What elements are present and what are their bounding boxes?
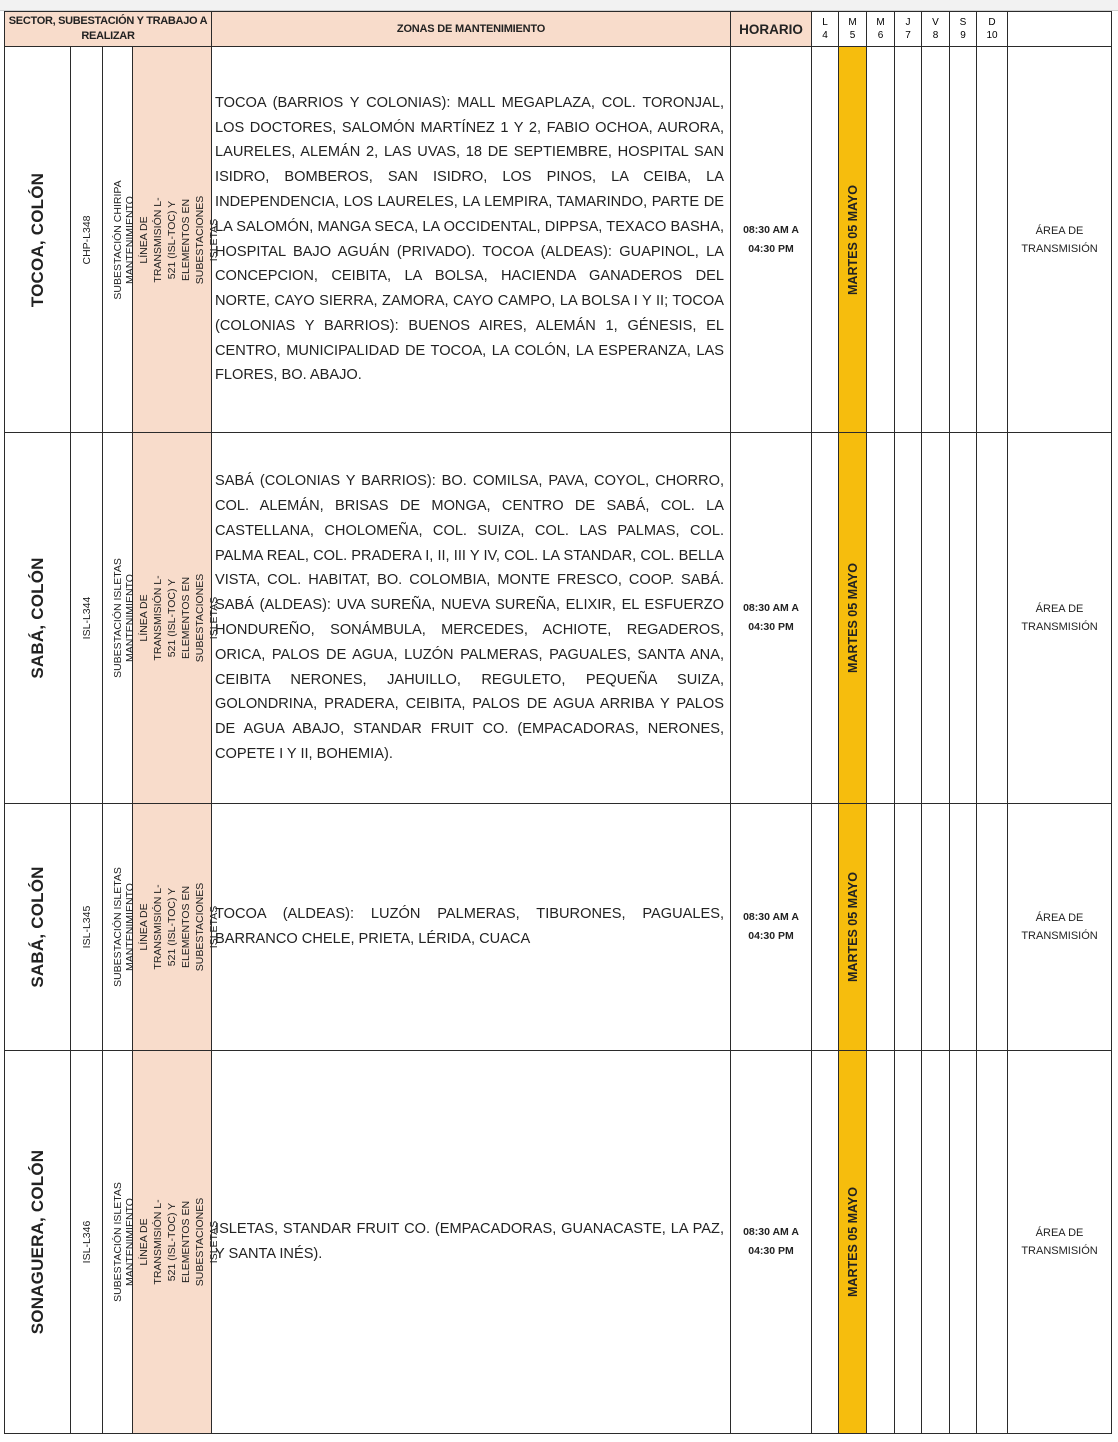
day-cell-mon bbox=[812, 804, 839, 1051]
header-day-thu bbox=[895, 12, 922, 47]
area-cell bbox=[1008, 804, 1112, 1051]
sector-name: SONAGUERA, COLÓN bbox=[27, 1149, 47, 1335]
area-line: ÁREA DE bbox=[1035, 912, 1084, 924]
day-cell-sun bbox=[977, 47, 1008, 433]
sector-name: SABÁ, COLÓN bbox=[27, 866, 47, 988]
day-cell-sat bbox=[950, 804, 977, 1051]
top-strip bbox=[0, 0, 1118, 11]
header-day-mon bbox=[812, 12, 839, 47]
day-cell-thu bbox=[895, 433, 922, 804]
sector-name: SABÁ, COLÓN bbox=[27, 557, 47, 679]
day-cell-mon bbox=[812, 433, 839, 804]
zones-cell bbox=[212, 47, 731, 433]
area-cell bbox=[1008, 433, 1112, 804]
day-number: 7 bbox=[905, 30, 911, 41]
zones-cell bbox=[212, 804, 731, 1051]
header-day-tue bbox=[839, 12, 867, 47]
day-cell-thu bbox=[895, 804, 922, 1051]
work-description bbox=[123, 1198, 221, 1287]
work-line: ELEMENTOS EN SUBESTACIONES ISLETAS bbox=[180, 1197, 220, 1287]
header-horario: HORARIO bbox=[731, 12, 812, 47]
day-cell-tue bbox=[839, 47, 867, 433]
day-cell-sun bbox=[977, 433, 1008, 804]
maintenance-schedule-table bbox=[4, 11, 1112, 1434]
day-cell-thu bbox=[895, 47, 922, 433]
area-cell bbox=[1008, 47, 1112, 433]
area-line: ÁREA DE bbox=[1035, 1227, 1084, 1239]
day-cell-sat bbox=[950, 433, 977, 804]
day-letter: V bbox=[932, 17, 939, 28]
day-cell-tue bbox=[839, 804, 867, 1051]
day-cell-wed bbox=[867, 804, 895, 1051]
circuit-code: ISL-L346 bbox=[80, 1220, 93, 1264]
schedule-row bbox=[5, 433, 1112, 804]
time-start: 08:30 AM A bbox=[743, 223, 799, 236]
sector-name: TOCOA, COLÓN bbox=[27, 172, 47, 307]
work-description bbox=[123, 195, 221, 284]
header-sector bbox=[5, 12, 212, 47]
day-letter: D bbox=[988, 17, 996, 28]
day-letter: J bbox=[905, 17, 911, 28]
work-description bbox=[123, 574, 221, 663]
area-line: TRANSMISIÓN bbox=[1021, 1245, 1098, 1257]
substation-name: SUBESTACIÓN ISLETAS bbox=[111, 558, 124, 678]
work-cell bbox=[124, 47, 220, 433]
time-start: 08:30 AM A bbox=[743, 602, 799, 614]
work-line: MANTENIMIENTO LÍNEA DE TRANSMISIÓN L-521 (ISL-TOC) Y bbox=[124, 195, 178, 284]
work-cell bbox=[124, 1051, 220, 1434]
day-cell-sat bbox=[950, 1051, 977, 1434]
header-day-wed bbox=[867, 12, 895, 47]
time-cell bbox=[731, 804, 812, 1051]
area-cell bbox=[1008, 1051, 1112, 1434]
circuit-cell bbox=[71, 1051, 103, 1434]
circuit-code: CHP-L348 bbox=[80, 214, 93, 265]
zones-text: ISLETAS, STANDAR FRUIT CO. (EMPACADORAS, GUANACASTE, LA PAZ, Y SANTA INÉS). bbox=[215, 1221, 725, 1262]
day-cell-mon bbox=[812, 47, 839, 433]
day-cell-wed bbox=[867, 47, 895, 433]
day-cell-sat bbox=[950, 47, 977, 433]
day-number: 9 bbox=[960, 30, 966, 41]
area-line: ÁREA DE bbox=[1035, 603, 1084, 615]
header-sector-line1: SECTOR, SUBESTACIÓN Y TRABAJO A bbox=[8, 15, 208, 27]
day-cell-mon bbox=[812, 1051, 839, 1434]
work-line: ELEMENTOS EN SUBESTACIONES ISLETAS bbox=[180, 573, 220, 663]
circuit-cell bbox=[71, 804, 103, 1051]
day-cell-tue bbox=[839, 433, 867, 804]
zones-text: TOCOA (BARRIOS Y COLONIAS): MALL MEGAPLAZA, COL. TORONJAL, LOS DOCTORES, SALOMÓN MARTÍNEZ 1 Y 2, FABIO OCHOA, AURORA, LAURELES, ALEMÁN 2, LAS UVAS, 18 DE SEPTIEMBRE, HOSPITAL SAN ISIDRO, BOMBEROS, SAN ISIDRO, LOS PINOS, LA CEIBA, LA INDEPENDENCIA, LOS LAURELES, LA LEMPIRA, TAMARINDO, PARTE DE LA SALOMÓN, MANGA SECA, LA OCCIDENTAL, DIPPSA, TEXACO BASHA, HOSPITAL BAJO AGUÁN (PRIVADO). TOCOA (ALDEAS): GUAPINOL, LA CONCEPCION, CEIBITA, LA BOLSA, HACIENDA GANADEROS DEL NORTE, CAYO SIERRA, ZAMORA, CAYO CAMPO, LA BOLSA I Y II; TOCOA (COLONIAS Y BARRIOS): BUENOS AIRES, ALEMÁN 1, GÉNESIS, EL CENTRO, MUNICIPALIDAD DE TOCOA, LA COLÓN, LA ESPERANZA, LAS FLORES, BO. ABAJO. bbox=[215, 94, 725, 384]
sector-cell bbox=[5, 433, 71, 804]
substation-name: SUBESTACIÓN ISLETAS bbox=[111, 1182, 124, 1302]
zones-cell bbox=[212, 1051, 731, 1434]
work-cell bbox=[124, 433, 220, 804]
time-start: 08:30 AM A bbox=[743, 1226, 799, 1238]
area-line: ÁREA DE bbox=[1035, 224, 1084, 237]
substation-name: SUBESTACIÓN CHIRIPA bbox=[111, 179, 124, 300]
substation-name: SUBESTACIÓN ISLETAS bbox=[111, 867, 124, 987]
header-sector-line2: REALIZAR bbox=[81, 30, 135, 42]
work-line: MANTENIMIENTO LÍNEA DE TRANSMISIÓN L-521 (ISL-TOC) Y bbox=[124, 574, 178, 662]
schedule-row bbox=[5, 804, 1112, 1051]
day-number: 4 bbox=[822, 30, 828, 41]
day-number: 8 bbox=[932, 30, 939, 41]
sector-cell bbox=[5, 47, 71, 433]
day-label: MARTES 05 MAYO bbox=[845, 872, 860, 982]
day-label: MARTES 05 MAYO bbox=[845, 563, 860, 673]
area-line: TRANSMISIÓN bbox=[1021, 930, 1098, 942]
circuit-code: ISL-L345 bbox=[80, 905, 93, 949]
circuit-cell bbox=[71, 433, 103, 804]
day-cell-wed bbox=[867, 1051, 895, 1434]
work-cell bbox=[124, 804, 220, 1051]
area-line: TRANSMISIÓN bbox=[1021, 621, 1098, 633]
time-cell bbox=[731, 433, 812, 804]
day-label: MARTES 05 MAYO bbox=[845, 184, 860, 295]
day-cell-tue bbox=[839, 1051, 867, 1434]
time-cell bbox=[731, 47, 812, 433]
header-zonas: ZONAS DE MANTENIMIENTO bbox=[212, 12, 731, 47]
circuit-cell bbox=[71, 47, 103, 433]
day-cell-sun bbox=[977, 804, 1008, 1051]
time-cell bbox=[731, 1051, 812, 1434]
day-label: MARTES 05 MAYO bbox=[845, 1187, 860, 1297]
day-cell-fri bbox=[922, 433, 950, 804]
work-line: 521 (ISL-TOC) Y ELEMENTOS EN bbox=[166, 885, 192, 969]
day-cell-fri bbox=[922, 1051, 950, 1434]
header-day-sat bbox=[950, 12, 977, 47]
work-description bbox=[123, 883, 221, 972]
time-end: 04:30 PM bbox=[748, 242, 794, 255]
time-start: 08:30 AM A bbox=[743, 911, 799, 923]
sector-cell bbox=[5, 804, 71, 1051]
zones-text: TOCOA (ALDEAS): LUZÓN PALMERAS, TIBURONES, PAGUALES, BARRANCO CHELE, PRIETA, LÉRIDA, CUACA bbox=[215, 906, 725, 947]
day-letter: M bbox=[848, 17, 857, 28]
time-end: 04:30 PM bbox=[748, 1245, 794, 1257]
day-number: 10 bbox=[986, 30, 998, 41]
work-line: ELEMENTOS EN SUBESTACIONES ISLETAS bbox=[180, 195, 220, 284]
day-letter: L bbox=[822, 17, 828, 28]
header-blank bbox=[1008, 12, 1112, 47]
work-line: MANTENIMIENTO LÍNEA DE TRANSMISIÓN L- bbox=[124, 883, 164, 971]
time-end: 04:30 PM bbox=[748, 621, 794, 633]
area-line: TRANSMISIÓN bbox=[1021, 242, 1098, 255]
day-number: 6 bbox=[877, 30, 884, 41]
work-line: SUBESTACIONES ISLETAS bbox=[194, 882, 220, 972]
circuit-code: ISL-L344 bbox=[80, 596, 93, 640]
header-day-fri bbox=[922, 12, 950, 47]
day-cell-thu bbox=[895, 1051, 922, 1434]
day-cell-fri bbox=[922, 47, 950, 433]
day-cell-wed bbox=[867, 433, 895, 804]
schedule-row bbox=[5, 47, 1112, 433]
day-letter: M bbox=[876, 17, 885, 28]
day-number: 5 bbox=[849, 30, 856, 41]
sector-cell bbox=[5, 1051, 71, 1434]
zones-cell bbox=[212, 433, 731, 804]
time-end: 04:30 PM bbox=[748, 930, 794, 942]
zones-text: SABÁ (COLONIAS Y BARRIOS): BO. COMILSA, PAVA, COYOL, CHORRO, COL. ALEMÁN, BRISAS DE MONGA, CENTRO DE SABÁ, COL. LA CASTELLANA, CHOLOMEÑA, COL. SUIZA, COL. LAS PALMAS, COL. PALMA REAL, COL. PRADERA I, II, III Y IV, COL. LA STANDAR, COL. BELLA VISTA, COL. HABITAT, BO. COLOMBIA, MONTE FRESCO, COOP. SABÁ. SABÁ (ALDEAS): UVA SUREÑA, NUEVA SUREÑA, ELIXIR, EL ESFUERZO HONDUREÑO, SONÁMBULA, MERCEDES, ACHIOTE, REGADEROS, ORICA, PALOS DE AGUA, LUZÓN PALMERAS, PAGUALES, SANTA ANA, CEIBITA NERONES, JAHUILLO, REGULETO, PEQUEÑA SUIZA, GOLONDRINA, PRADERA, CEIBITA, PALOS DE AGUA ARRIBA Y PALOS DE AGUA ABAJO, STANDAR FRUIT CO. (EMPACADORAS, NERONES, COPETE I Y II, BOHEMIA). bbox=[215, 473, 725, 762]
day-cell-sun bbox=[977, 1051, 1008, 1434]
schedule-row bbox=[5, 1051, 1112, 1434]
header-day-sun bbox=[977, 12, 1008, 47]
header-row bbox=[5, 12, 1112, 47]
work-line: MANTENIMIENTO LÍNEA DE TRANSMISIÓN L-521 (ISL-TOC) Y bbox=[124, 1198, 178, 1286]
day-letter: S bbox=[959, 17, 967, 28]
day-cell-fri bbox=[922, 804, 950, 1051]
